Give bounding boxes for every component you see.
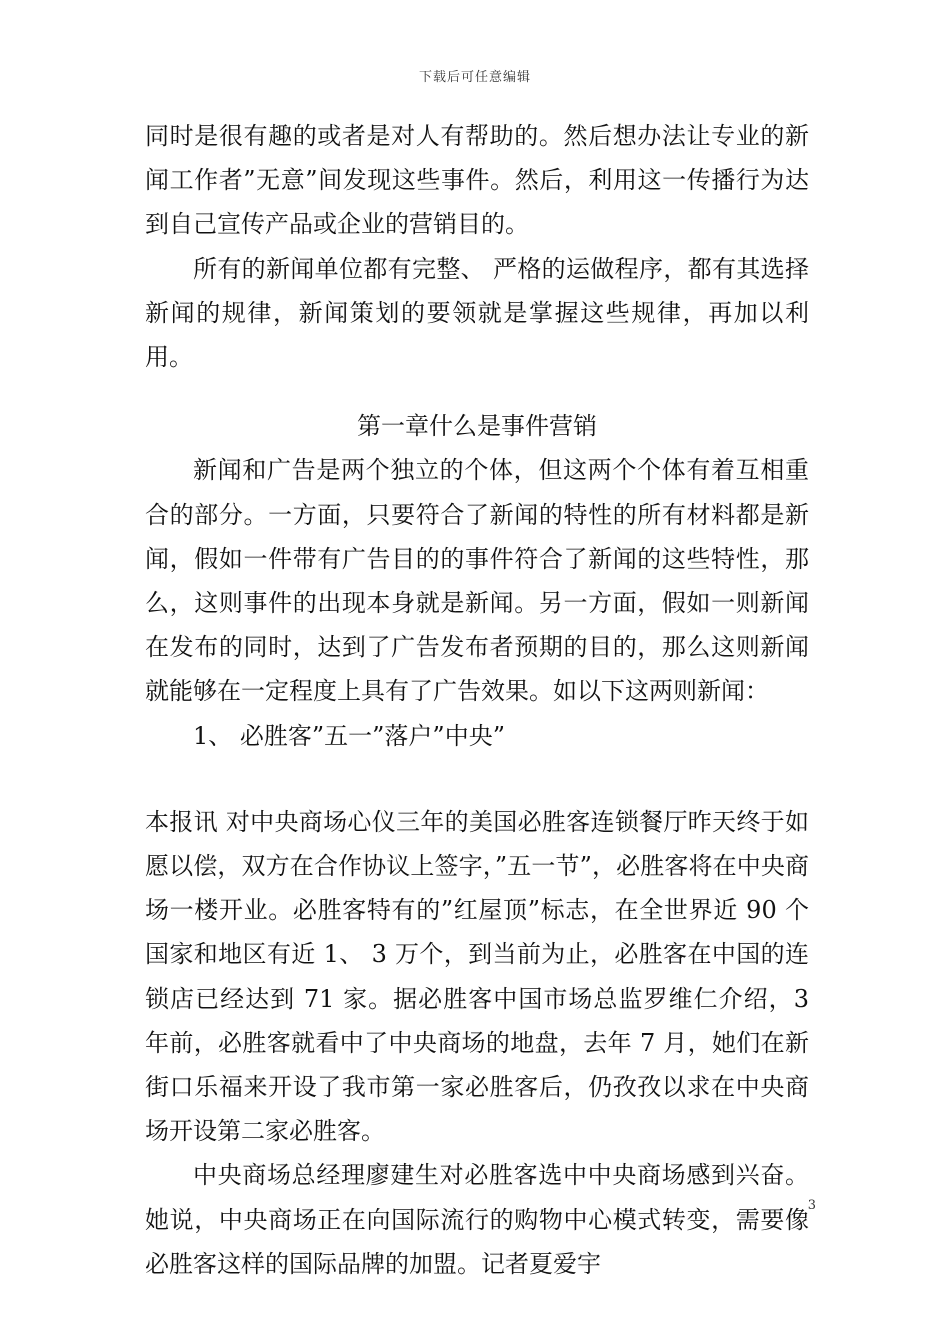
paragraph: 新闻和广告是两个独立的个体，但这两个个体有着互相重合的部分。一方面，只要符合了新闻的特性的所有材料都是新闻，假如一件带有广告目的的事件符合了新闻的这些特性，那么，这则事件的出现本身就是新闻。另一方面，假如一则新闻在发布的同时，达到了广告发布者预期的目的，那么这则新闻就能够在一定程度上具有了广告效果。如以下这两则新闻： xyxy=(145,456,809,706)
document-body xyxy=(145,114,809,1286)
list-item: 1、 必胜客”五一”落户”中央” xyxy=(193,721,505,750)
news-paragraph: 中央商场总经理廖建生对必胜客选中中央商场感到兴奋。她说，中央商场正在向国际流行的购物中心模式转变，需要像必胜客这样的国际品牌的加盟。记者夏爱宇 xyxy=(145,1161,809,1278)
paragraph: 所有的新闻单位都有完整、 严格的运做程序，都有其选择新闻的规律，新闻策划的要领就是掌握这些规律，再加以利用。 xyxy=(145,254,809,372)
page-number: 3 xyxy=(807,1198,816,1213)
chapter-title: 第一章什么是事件营销 xyxy=(357,412,597,441)
news-paragraph: 本报讯 对中央商场心仪三年的美国必胜客连锁餐厅昨天终于如愿以偿，双方在合作协议上签字，”五一节”，必胜客将在中央商场一楼开业。必胜客特有的”红屋顶”标志，在全世界近 90 个国家和地区有近 1、 3 万个，到当前为止，必胜客在中国的连锁店已经达到 71 家。据必胜客中国市场总监罗维仁介绍，3 年前，必胜客就看中了中央商场的地盘，去年 7 月，她们在新街口乐福来开设了我市第一家必胜客后，仍孜孜以求在中央商场开设第二家必胜客。 xyxy=(145,807,809,1146)
page-header: 下载后可任意编辑 xyxy=(418,70,531,85)
paragraph: 同时是很有趣的或者是对人有帮助的。然后想办法让专业的新闻工作者”无意”间发现这些事件。然后，利用这一传播行为达到自己宣传产品或企业的营销目的。 xyxy=(145,122,809,239)
